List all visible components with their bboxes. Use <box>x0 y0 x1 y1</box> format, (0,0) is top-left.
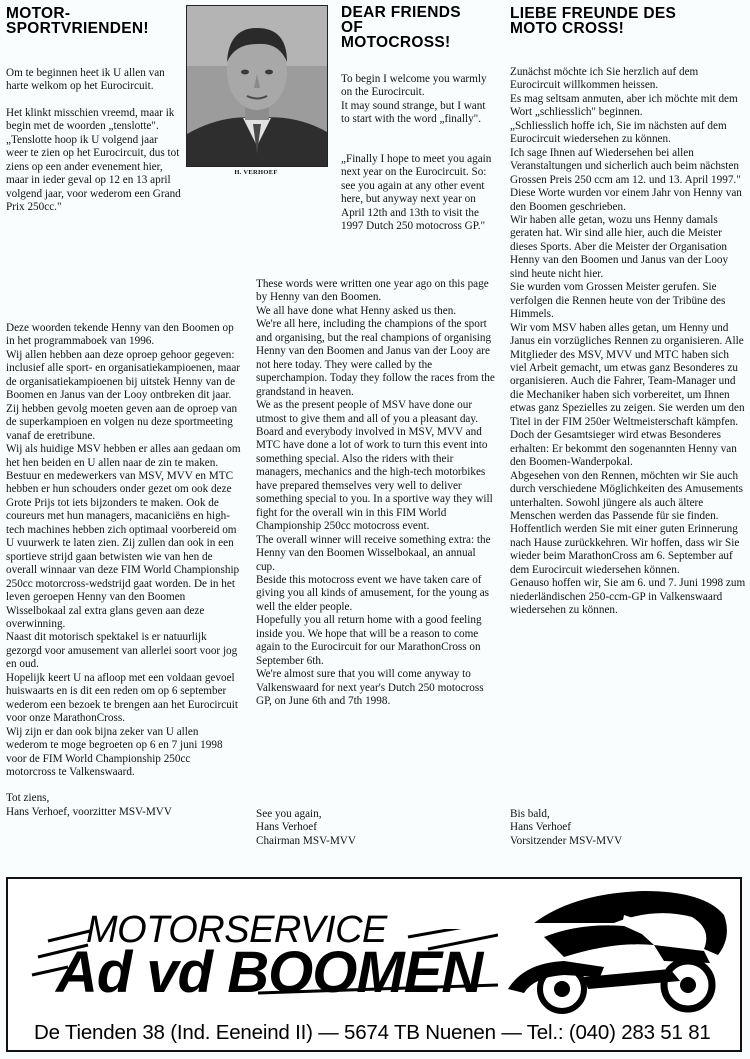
english-signature-title: Chairman MSV-MVV <box>256 834 356 847</box>
german-paragraph: Ich sage Ihnen auf Wiedersehen bei allen Veranstaltungen und sicherlich auch beim nächsten Grossen Preis 250 ccm am 12. und 13. April 1997." <box>510 146 741 186</box>
english-paragraph: The overall winner will receive something extra: the Henny van den Boomen Wisselbokaal, an annual cup. <box>256 533 491 573</box>
dutch-paragraph: Wij allen hebben aan deze oproep gehoor gegeven: inclusief alle sport- en organisatiekampioenen, maar de organisatiekampioenen bij uitstek Henny van de Boomen en Janus van der Looy ontbreken dit jaar. Zij hebben gevolg moeten geven aan de oproep van de superkampioen en volgen nu deze sportmeeting vanaf de eretribune. <box>6 348 241 442</box>
german-paragraph: Zunächst möchte ich Sie herzlich auf dem Eurocircuit willkommen heissen. <box>510 66 699 92</box>
english-signature: Hans Verhoef <box>256 821 317 834</box>
german-paragraph: Wir vom MSV haben alles getan, um Henny und Janus ein vorzügliches Rennen zu organisieren. Alle Mitglieder des MSV, MVV und MTC haben sich viel Arbeit gemacht, um etwas ganz Besonderes zu organisieren. Auch die Fahrer, Team-Manager und die Mechaniker haben sich vorbereitet, um Ihnen etwas ganz Spezielles zu zeigen. Sie werden um den Titel in der FIM 250er Weltmeisterschaft kämpfen. <box>510 321 745 428</box>
english-paragraph: „Finally I hope to meet you again next year on the Eurocircuit. So: see you again at any other event here, but anyway next year on April 12th and 13th to visit the 1997 Dutch 250 motocross GP." <box>341 153 492 233</box>
english-paragraph: We're all here, including the champions of the sport and organising, but the real champions of organising Henny van den Boomen and Janus van der Looy are not here today. They were called by the superchampion. Today they follow the races from the grandstand in heaven. <box>256 318 495 398</box>
german-body <box>510 66 746 618</box>
german-heading-line: LIEBE FREUNDE DES <box>510 5 677 22</box>
english-paragraph: We're almost sure that you will come anyway to Valkenswaard for next year's Dutch 250 motocross GP, on June 6th and 7th 1998. <box>256 668 484 708</box>
dutch-closing: Tot ziens, <box>6 792 50 805</box>
dutch-signature: Hans Verhoef, voorzitter MSV-MVV <box>6 805 172 818</box>
dutch-paragraph: Het klinkt misschien vreemd, maar ik begin met de woorden „tenslotte". <box>6 106 175 133</box>
english-paragraph: To begin I welcome you warmly on the Eurocircuit. <box>341 73 487 99</box>
dutch-body-wide <box>6 322 242 819</box>
english-quote <box>341 153 496 234</box>
dutch-paragraph: Wij als huidige MSV hebben er alles aan gedaan om het hen beiden en U allen naar de zin te maken. Bestuur en medewerkers van MSV, MVV en MTC hebben er hun schouders onder gezet om ook deze Grote Prijs tot iets bijzonders te maken. Ook de coureurs met hun managers, macaniciëns en high-tech machines hebben zich optimaal voorbereid om U vuurwerk te laten zien. Zij zullen dan ook in een sportieve strijd gaan betwisten wie van hen de overall winnaar van deze FIM World Championship 250cc motorcross-wedstrijd gaat worden. De in het leven geroepen Henny van den Boomen Wisselbokaal zal extra glans geven aan deze overwinning. <box>6 443 241 630</box>
german-heading <box>510 6 746 36</box>
english-paragraph: It may sound strange, but I want to start with the word „finally". <box>341 99 486 126</box>
german-paragraph: Sie wurden vom Grossen Meister gerufen. Sie verfolgen die Rennen heute von der Tribüne des Himmels. <box>510 281 726 321</box>
german-paragraph: Doch der Gesamtsieger wird etwas Besonderes erhalten: Er bekommt den sogenannten Henny van den Boomen-Wanderpokal. <box>510 429 737 469</box>
advert-address: De Tienden 38 (Ind. Eeneind II) — 5674 TB Nuenen — Tel.: (040) 283 51 81 <box>34 1021 711 1044</box>
english-paragraph: Hopefully you all return home with a good feeling inside you. We hope that will be a reason to come again to the Eurocircuit for our MarathonCross on September 6th. <box>256 614 482 667</box>
advert-brand-line2: Ad vd BOOMEN <box>56 940 483 1005</box>
motorcycle-logo-icon <box>504 885 736 1015</box>
german-signature: Hans Verhoef <box>510 821 571 834</box>
english-body <box>341 73 496 127</box>
german-paragraph: Diese Worte wurden vor einem Jahr von Henny van den Boomen geschrieben. <box>510 187 742 213</box>
english-column <box>341 5 496 50</box>
german-closing <box>510 808 746 848</box>
english-heading-line: OF <box>341 19 364 36</box>
dutch-paragraph: „Tenslotte hoop ik U volgend jaar weer te zien op het Eurocircuit, dus tot ziens op een ander evenement hier, maar in ieder geval op 12 en 13 april volgend jaar, voor wederom een Grand Prix 250cc." <box>6 133 181 214</box>
german-paragraph: Genauso hoffen wir, Sie am 6. und 7. Juni 1998 zum niederländischen 250-ccm-GP in Valkenswaard wiedersehen zu können. <box>510 577 746 617</box>
portrait-photo <box>186 5 328 167</box>
german-paragraph: Hoffentlich werden Sie mit einer guten Erinnerung nach Hause zurückkehren. Wir hoffen, dass wir Sie wieder beim MarathonCross am 6. September auf dem Eurocircuit wiedersehen können. <box>510 523 740 576</box>
dutch-body <box>6 67 182 215</box>
english-closing <box>256 808 496 848</box>
dutch-paragraph: Naast dit motorisch spektakel is er natuurlijk gezorgd voor amusement van allerlei soort voor jog en oud. <box>6 631 238 671</box>
german-signature-title: Vorsitzender MSV-MVV <box>510 834 623 847</box>
english-heading-line: DEAR FRIENDS <box>341 4 461 21</box>
german-paragraph: Wir haben alle getan, wozu uns Henny damals geraten hat. Wir sind alle hier, auch die Meister dieses Sports. Aber die Meister der Organisation Henny van den Boomen und Janus van der Looy sind heute nicht hier. <box>510 213 729 280</box>
german-closing-line: Bis bald, <box>510 808 550 820</box>
german-paragraph: „Schliesslich hoffe ich, Sie im nächsten auf dem Eurocircuit wiedersehen zu können. <box>510 119 727 146</box>
dutch-paragraph: Deze woorden tekende Henny van den Boomen op in het programmaboek van 1996. <box>6 322 234 348</box>
german-heading-line: MOTO CROSS! <box>510 20 625 37</box>
advert-brand-line1: MOTORSERVICE <box>86 909 387 951</box>
english-paragraph: We as the present people of MSV have done our utmost to give them and all of you a pleasant day. Board and everybody involved in MSV, MVV and MTC have done a lot of work to turn this event into something special. Also the riders with their managers, mechanics and the high-tech motorbikes have prepared themselves very well to deliver something special to you. In a sportive way they will fight for the overall win in this FIM World Championship 250cc motocross event. <box>256 399 493 533</box>
english-heading-line: MOTOCROSS! <box>341 34 451 51</box>
dutch-paragraph: Hopelijk keert U na afloop met een voldaan gevoel huiswaarts en is dit een reden om op 6 september wederom een bezoek te brengen aan het Eurocircuit voor onze MarathonCross. <box>6 671 239 725</box>
dutch-paragraph: Wij zijn er dan ook bijna zeker van U allen wederom te moge begroeten op 6 en 7 juni 1998 voor de FIM World Championship 250cc motorcross te Valkenswaard. <box>6 725 223 778</box>
english-closing-line: See you again, <box>256 808 322 820</box>
photo-caption: H. VERHOEF <box>234 169 278 176</box>
english-heading <box>341 5 496 50</box>
english-paragraph: We all have done what Henny asked us then. <box>256 304 457 317</box>
dutch-heading-line: MOTOR- <box>6 5 71 22</box>
dutch-paragraph: Om te beginnen heet ik U allen van harte welkom op het Eurocircuit. <box>6 67 165 93</box>
english-paragraph: Beside this motocross event we have taken care of giving you all kinds of amusement, for the young as well the elder people. <box>256 573 490 613</box>
motorservice-advert <box>6 877 742 1052</box>
german-paragraph: Es mag seltsam anmuten, aber ich möchte mit dem Wort „schliesslich" beginnen. <box>510 92 738 119</box>
german-paragraph: Abgesehen von den Rennen, möchten wir Sie auch durch verschiedene Möglichkeiten des Amusements unterhalten. Sowohl jüngere als auch ältere Menschen werden das Passende für sie finden. <box>510 469 744 522</box>
dutch-column <box>6 6 186 36</box>
german-column <box>510 6 746 36</box>
dutch-heading-line: SPORTVRIENDEN! <box>6 20 149 37</box>
portrait-image <box>187 6 327 166</box>
dutch-heading <box>6 6 186 36</box>
english-paragraph: These words were written one year ago on this page by Henny van den Boomen. <box>256 278 489 304</box>
english-body-wide <box>256 278 496 709</box>
